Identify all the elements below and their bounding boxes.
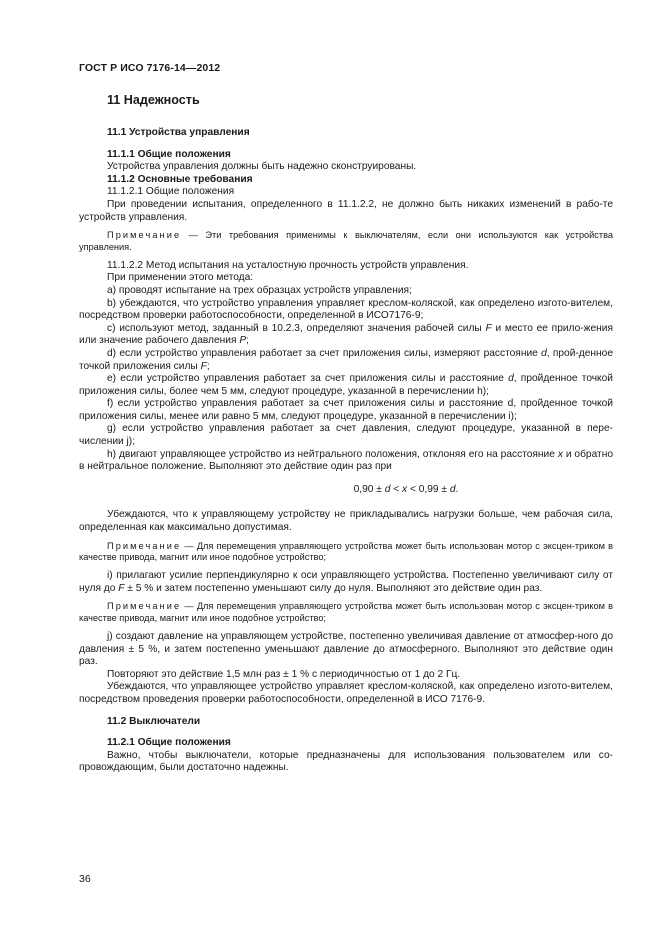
formula-var-x: x — [402, 483, 408, 495]
step-e — [79, 373, 613, 398]
paragraph-requirement: При проведении испытания, определенного в 11.1.2.2, не должно быть никаких изменений в рабо-те устройств управления. — [79, 198, 613, 223]
paragraph-11-1-1: Устройства управления должны быть надежно сконструированы. — [107, 161, 417, 173]
subsection-title-11-2: 11.2 Выключатели — [107, 715, 201, 727]
note-2 — [79, 541, 613, 565]
step-f: f) если устройство управления работает за счет приложения силы и расстояние d, пройденное точкой приложения силы, менее или равно 5 мм, следуют процедуре, указанной в перечислении i); — [79, 398, 613, 422]
var-F: F — [200, 360, 207, 372]
text-span: и место ее прило-жения или значение рабочего давления — [79, 322, 613, 347]
note-label: Примечание — [107, 601, 182, 612]
text-span: ; — [246, 335, 249, 347]
text-span: и обратно в нейтральное положение. Выполняют это действие один раз при — [79, 448, 613, 473]
var-d: d — [541, 347, 547, 359]
paragraph-11-2-1: Важно, чтобы выключатели, которые предназначены для использования пользователем или со-провождающим, были достаточно надежны. — [79, 749, 613, 774]
step-h — [79, 449, 613, 474]
formula — [79, 484, 613, 497]
step-j: j) создают давление на управляющем устройстве, постепенно увеличивая давление от атмосфер-ного до давления ± 5 %, и затем постепенно уменьшают давление до атмосферного. Выполняют это действие один раз. — [79, 631, 613, 668]
heading-11-2-1: 11.2.1 Общие положения — [107, 737, 231, 749]
text-span: d) если устройство управления работает за счет приложения силы, измеряют расстояние — [107, 347, 542, 359]
note-text: — Эти требования применимы к выключателям, если они используются как устройства управления. — [79, 230, 613, 252]
note-label: Примечание — [107, 230, 182, 241]
formula-var-d: d — [384, 483, 391, 495]
text-span: , прой-денное точкой приложения силы — [79, 347, 613, 372]
check-paragraph: Убеждаются, что к управляющему устройству не прикладывались нагрузки больше, чем рабочая сила, определенная как максимально допустимая. — [79, 509, 613, 534]
formula-part: 0,90 ± — [353, 483, 385, 495]
heading-11-1-2-2: 11.1.2.2 Метод испытания на усталостную прочность устройств управления. — [107, 259, 469, 271]
step-i — [79, 570, 613, 595]
document-body — [79, 92, 613, 775]
var-P: P — [239, 335, 247, 347]
method-intro: При применении этого метода: — [107, 272, 254, 284]
formula-part: . — [455, 483, 459, 495]
var-d: d — [508, 373, 514, 385]
text-span: ; — [206, 360, 210, 372]
var-F: F — [485, 322, 492, 334]
repeat-paragraph: Повторяют это действие 1,5 млн раз ± 1 % с периодичностью от 1 до 2 Гц. — [107, 668, 461, 680]
step-a: а) проводят испытание на трех образцах устройств управления; — [107, 284, 412, 296]
formula-var-d: d — [449, 483, 456, 495]
note-1 — [79, 230, 613, 254]
heading-11-1-2: 11.1.2 Основные требования — [107, 173, 253, 185]
step-b: b) убеждаются, что устройство управления управляет креслом-коляской, как определено изгото-вителем, посредством проверки работоспособности, определенной в ИСО7176-9; — [79, 297, 613, 322]
formula-part: < — [390, 483, 403, 495]
step-g: g) если устройство управления работает за счет давления, следуют процедуре, указанной в пере-числении j); — [79, 423, 613, 448]
page-number: 36 — [79, 873, 91, 885]
text-span: , пройденное точкой приложения силы, более чем 5 мм, следуют процедуре, указанной в перечислении h); — [79, 373, 613, 397]
text-span: i) прилагают усилие перпендикулярно к оси управляющего устройства. Постепенно увеличивают силу от нуля до — [79, 570, 613, 594]
text-span: c) используют метод, заданный в 10.2.3, определяют значения рабочей силы — [107, 322, 486, 334]
note-3 — [79, 601, 613, 625]
text-span: h) двигают управляющее устройство из нейтрального положения, отклоняя его на расстояние — [107, 448, 558, 460]
heading-11-1-1: 11.1.1 Общие положения — [107, 148, 231, 160]
text-span: e) если устройство управления работает за счет приложения силы и расстояние — [107, 373, 509, 385]
var-x: x — [557, 448, 563, 460]
var-F: F — [118, 582, 125, 594]
heading-11-1-2-1: 11.1.2.1 Общие положения — [107, 186, 235, 198]
text-span: ± 5 % и затем постепенно уменьшают силу до нуля. Выполняют это действие один раз. — [124, 582, 543, 594]
standard-header: ГОСТ Р ИСО 7176-14—2012 — [79, 62, 221, 74]
step-d — [79, 348, 613, 373]
note-text: — Для перемещения управляющего устройства может быть использован мотор с эксцен-триком в качестве привода, магнит или иное подобное устройство; — [79, 540, 613, 563]
note-label: Примечание — [107, 540, 182, 551]
subsection-title-11-1: 11.1 Устройства управления — [107, 127, 250, 138]
step-c — [79, 323, 613, 348]
final-check-paragraph: Убеждаются, что управляющее устройство управляет креслом-коляской, как определено изгото-вителем, посредством проведения проверки работоспособности, определенной в ИСО 7176-9. — [79, 681, 613, 705]
section-title: 11 Надежность — [107, 93, 200, 107]
formula-part: < 0,99 ± — [407, 483, 450, 495]
note-text: — Для перемещения управляющего устройства может быть использован мотор с эксцен-триком в качестве привода, магнит или иное подобное устройство; — [79, 601, 613, 624]
